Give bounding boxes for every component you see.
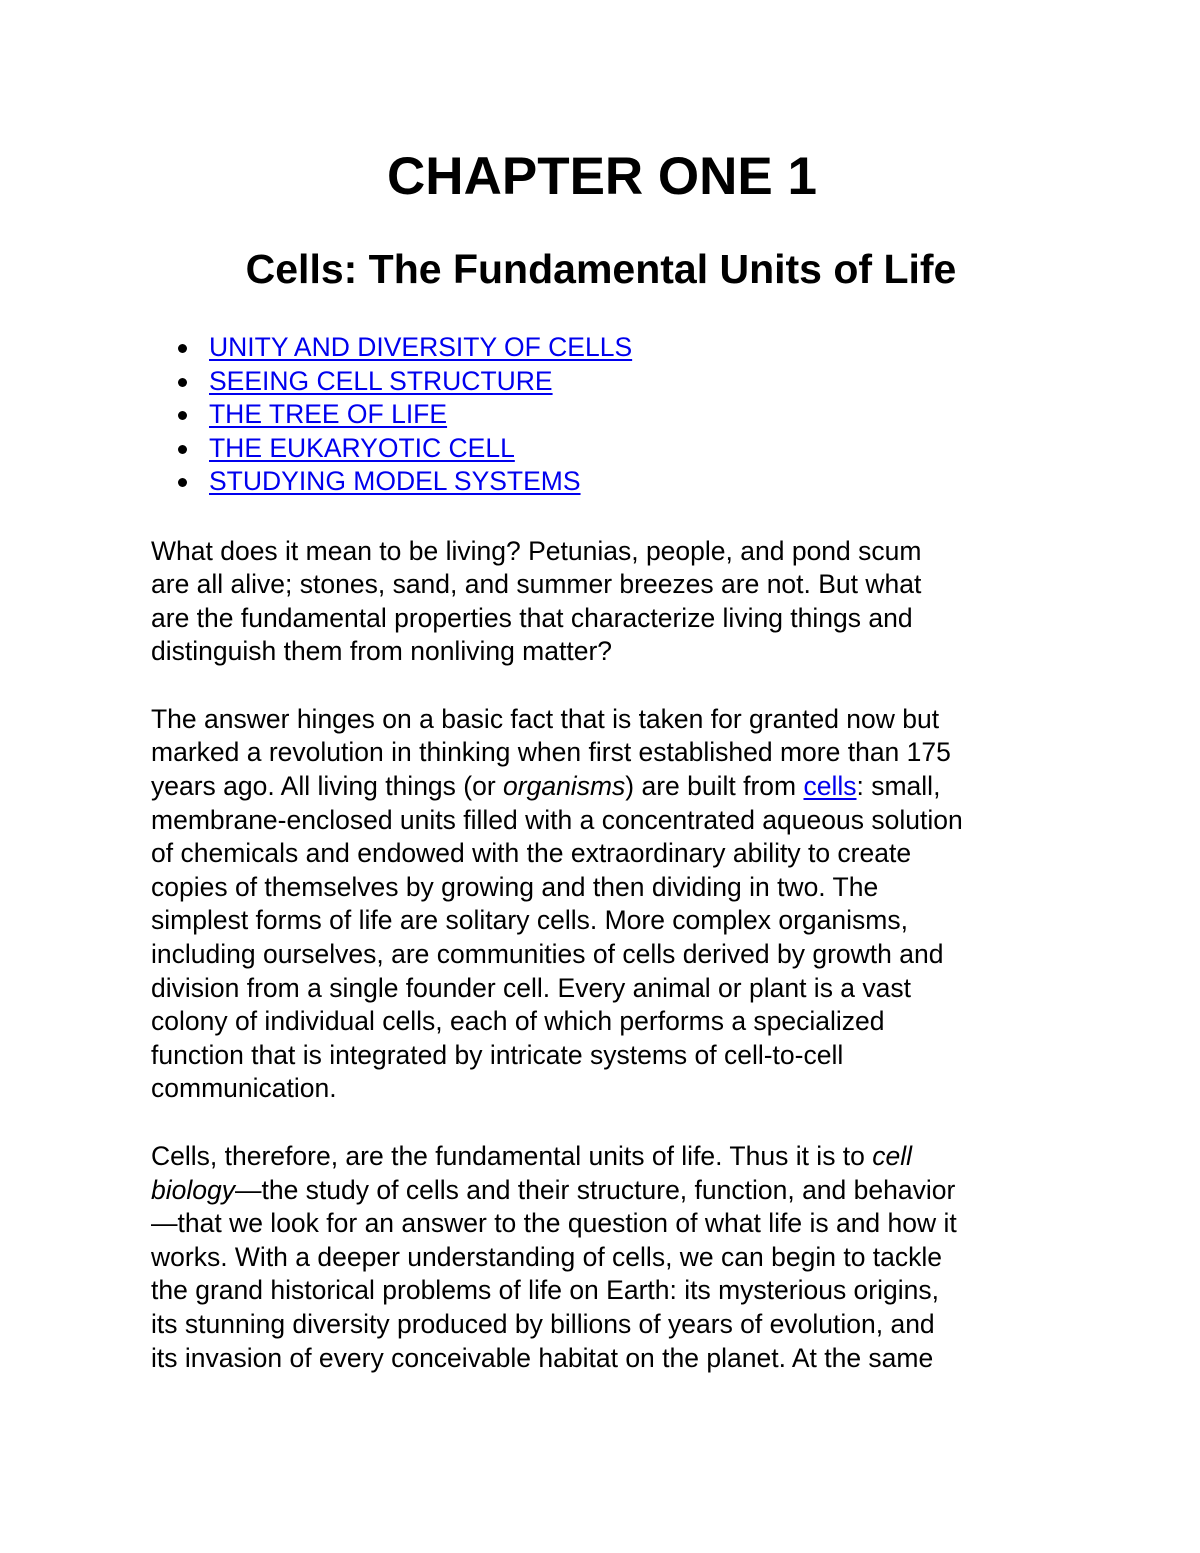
- toc-item: [209, 365, 1051, 399]
- text-line: [151, 770, 1051, 804]
- text-line: colony of individual cells, each of which performs a specialized: [151, 1006, 885, 1037]
- text-segment: Cells, therefore, are the fundamental units of life. Thus it is to: [151, 1141, 873, 1171]
- toc-item: [209, 465, 1051, 499]
- toc-link-model-systems[interactable]: STUDYING MODEL SYSTEMS: [209, 466, 581, 496]
- text-line: function that is integrated by intricate systems of cell-to-cell: [151, 1039, 844, 1070]
- text-line: marked a revolution in thinking when first established more than 175: [151, 737, 951, 768]
- text-line: simplest forms of life are solitary cells. More complex organisms,: [151, 905, 908, 936]
- bullet-icon: [178, 478, 187, 487]
- toc-item: [209, 432, 1051, 466]
- text-line: membrane-enclosed units filled with a concentrated aqueous solution: [151, 804, 963, 835]
- paragraph-cell-biology: [151, 1140, 1051, 1375]
- paragraph-intro: [151, 535, 1051, 669]
- text-segment: : small,: [856, 771, 941, 802]
- toc-link-unity-diversity[interactable]: UNITY AND DIVERSITY OF CELLS: [209, 332, 633, 362]
- text-line: works. With a deeper understanding of cells, we can begin to tackle: [151, 1241, 943, 1272]
- text-line: [151, 1174, 1051, 1208]
- text-line: copies of themselves by growing and then dividing in two. The: [151, 871, 879, 902]
- text-line: distinguish them from nonliving matter?: [151, 636, 613, 667]
- term-biology: biology: [151, 1174, 235, 1205]
- text-line: division from a single founder cell. Every animal or plant is a vast: [151, 972, 912, 1003]
- term-organisms: organisms: [503, 771, 626, 802]
- text-line: The answer hinges on a basic fact that is taken for granted now but: [151, 703, 940, 734]
- text-line: of chemicals and endowed with the extraordinary ability to create: [151, 838, 912, 869]
- text-line: are all alive; stones, sand, and summer breezes are not. But what: [151, 569, 922, 600]
- text-line: its invasion of every conceivable habitat on the planet. At the same: [151, 1342, 934, 1373]
- chapter-title: CHAPTER ONE 1: [387, 147, 817, 206]
- document-page: [151, 140, 1051, 1375]
- text-line: the grand historical problems of life on Earth: its mysterious origins,: [151, 1275, 939, 1306]
- bullet-icon: [178, 344, 187, 353]
- text-segment: ) are built from: [625, 771, 804, 802]
- text-segment: years ago. All living things (or: [151, 771, 504, 802]
- term-cell: cell: [872, 1141, 913, 1171]
- section-title: Cells: The Fundamental Units of Life: [245, 246, 957, 292]
- cells-link[interactable]: cells: [803, 771, 857, 802]
- toc-link-seeing-structure[interactable]: SEEING CELL STRUCTURE: [209, 365, 553, 396]
- toc-link-eukaryotic-cell[interactable]: THE EUKARYOTIC CELL: [209, 432, 515, 463]
- toc-link-tree-of-life[interactable]: THE TREE OF LIFE: [209, 399, 448, 429]
- text-segment: —the study of cells and their structure, function, and behavior: [234, 1174, 956, 1205]
- toc-item: [209, 331, 1051, 365]
- paragraph-answer: [151, 703, 1051, 1106]
- bullet-icon: [178, 378, 187, 387]
- toc-item: [209, 398, 1051, 432]
- text-line: [151, 1140, 1051, 1174]
- text-line: are the fundamental properties that characterize living things and: [151, 602, 913, 633]
- text-line: —that we look for an answer to the question of what life is and how it: [151, 1208, 957, 1239]
- text-line: including ourselves, are communities of cells derived by growth and: [151, 939, 944, 970]
- text-line: What does it mean to be living? Petunias, people, and pond scum: [151, 535, 922, 566]
- text-line: communication.: [151, 1073, 337, 1104]
- bullet-icon: [178, 411, 187, 420]
- text-line: its stunning diversity produced by billions of years of evolution, and: [151, 1308, 935, 1339]
- bullet-icon: [178, 445, 187, 454]
- table-of-contents: [151, 331, 1051, 499]
